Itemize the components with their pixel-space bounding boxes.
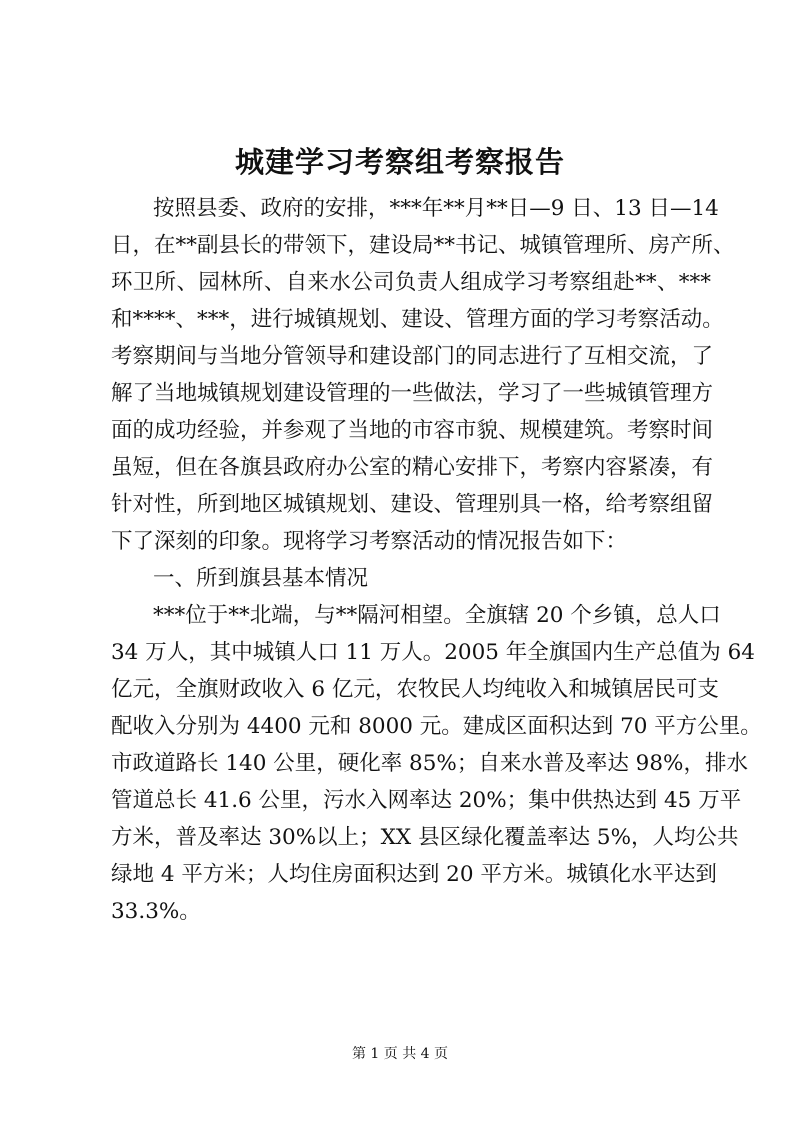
paragraph-line: 方米，普及率达 30%以上；XX 县区绿化覆盖率达 5%，人均公共: [111, 825, 739, 850]
paragraph-line: 亿元，全旗财政收入 6 亿元，农牧民人均纯收入和城镇居民可支: [111, 677, 719, 702]
paragraph-line: 配收入分别为 4400 元和 8000 元。建成区面积达到 70 平方公里。: [111, 714, 762, 739]
paragraph-line: 和****、***，进行城镇规划、建设、管理方面的学习考察活动。: [111, 307, 724, 332]
paragraph-line: 环卫所、园林所、自来水公司负责人组成学习考察组赴**、***: [111, 270, 711, 295]
paragraph-line: 解了当地城镇规划建设管理的一些做法，学习了一些城镇管理方: [111, 381, 714, 406]
paragraph-line: 绿地 4 平方米；人均住房面积达到 20 平方米。城镇化水平达到: [111, 862, 717, 887]
paragraph-line: 市政道路长 140 公里，硬化率 85%；自来水普及率达 98%，排水: [111, 751, 748, 776]
paragraph-line: 33.3%。: [111, 899, 201, 924]
paragraph-line: 34 万人，其中城镇人口 11 万人。2005 年全旗国内生产总值为 64: [111, 640, 755, 665]
paragraph-line: 面的成功经验，并参观了当地的市容市貌、规模建筑。考察时间: [111, 418, 714, 443]
paragraph-line: 考察期间与当地分管领导和建设部门的同志进行了互相交流，了: [111, 344, 714, 369]
section-heading: 一、所到旗县基本情况: [153, 566, 369, 591]
page-number: 第 1 页 共 4 页: [351, 1046, 449, 1062]
paragraph-line: 按照县委、政府的安排，***年**月**日—9 日、13 日—14: [153, 196, 719, 221]
paragraph-line: 日，在**副县长的带领下，建设局**书记、城镇管理所、房产所、: [111, 233, 735, 258]
document-title: 城建学习考察组考察报告: [234, 145, 565, 179]
paragraph-line: ***位于**北端，与**隔河相望。全旗辖 20 个乡镇，总人口: [153, 603, 721, 628]
paragraph-line: 虽短，但在各旗县政府办公室的精心安排下，考察内容紧凑，有: [111, 455, 714, 480]
paragraph-line: 针对性，所到地区城镇规划、建设、管理别具一格，给考察组留: [111, 492, 714, 517]
paragraph-line: 管道总长 41.6 公里，污水入网率达 20%；集中供热达到 45 万平: [111, 788, 742, 813]
paragraph-line: 下了深刻的印象。现将学习考察活动的情况报告如下：: [111, 529, 628, 554]
